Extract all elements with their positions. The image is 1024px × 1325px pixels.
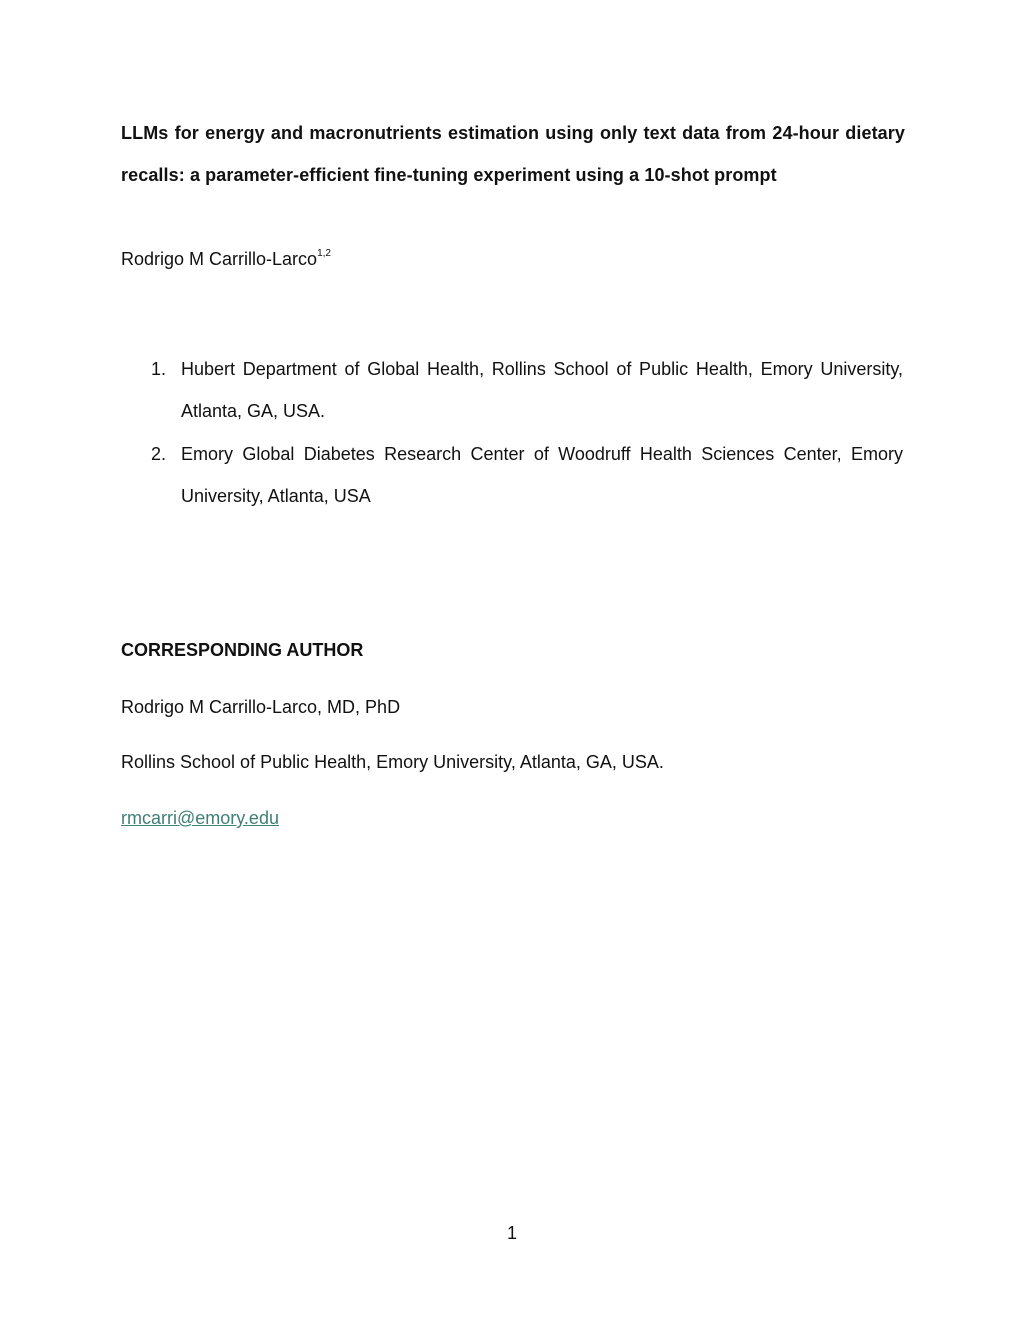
affiliation-number: 2.: [151, 444, 167, 464]
page-number: 1: [506, 1223, 517, 1243]
affiliation-text: Hubert Department of Global Health, Rollins School of Public Health, Emory University, Atlanta, GA, USA.: [181, 359, 903, 421]
corresponding-author-email-link[interactable]: rmcarri@emory.edu: [121, 808, 279, 828]
corresponding-author-heading: CORRESPONDING AUTHOR: [121, 640, 364, 660]
affiliations-list: [121, 348, 903, 518]
paper-title: LLMs for energy and macronutrients estimation using only text data from 24-hour dietary recalls: a parameter-efficient fine-tuning experiment using a 10-shot prompt: [121, 123, 905, 185]
affiliation-number: 1.: [151, 359, 167, 379]
corresponding-author-name: Rodrigo M Carrillo-Larco, MD, PhD: [121, 697, 401, 717]
affiliation-item: [121, 348, 903, 432]
author-line: [121, 246, 331, 272]
corresponding-author-address: Rollins School of Public Health, Emory University, Atlanta, GA, USA.: [121, 752, 664, 772]
author-name: Rodrigo M Carrillo-Larco: [121, 249, 318, 269]
author-affiliation-superscript: 1,2: [317, 248, 331, 259]
affiliation-item: [121, 433, 903, 517]
affiliation-text: Emory Global Diabetes Research Center of Woodruff Health Sciences Center, Emory University, Atlanta, USA: [181, 444, 903, 506]
